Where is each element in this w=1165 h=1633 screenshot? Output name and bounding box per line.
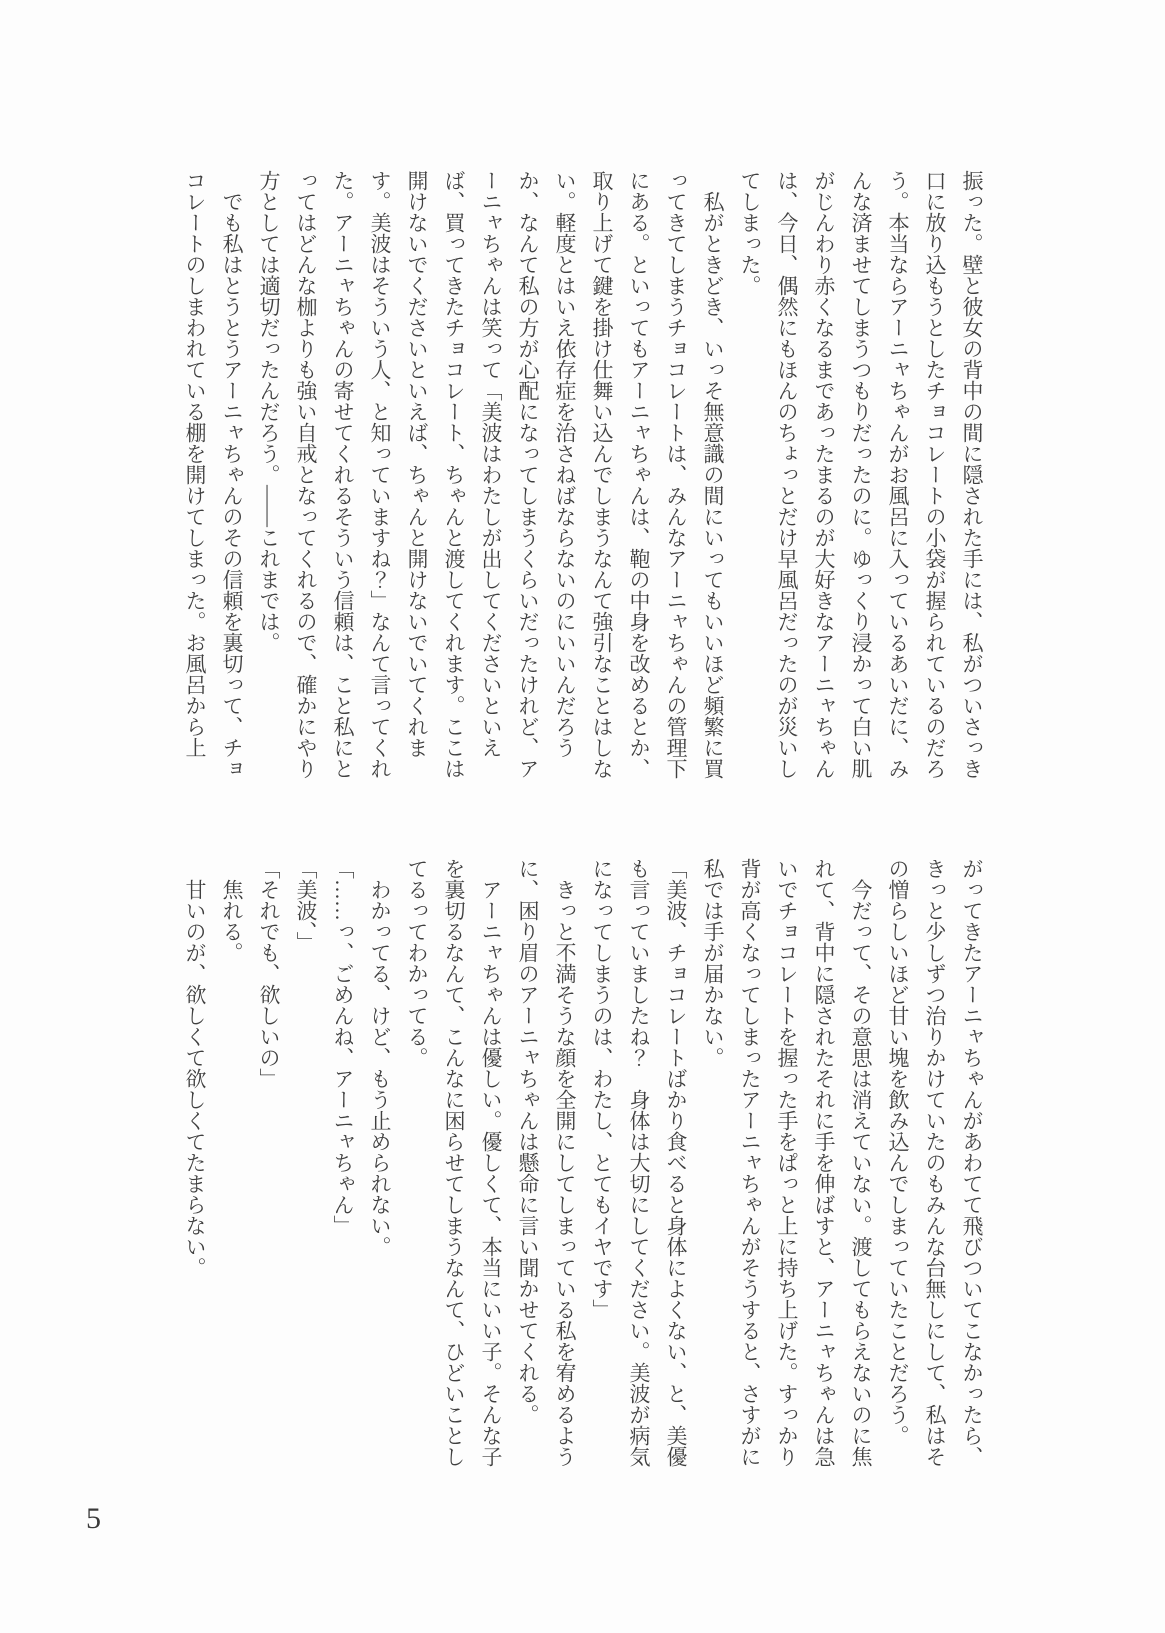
paragraph: 「美波、」 [294, 858, 318, 953]
paragraph: 私がときどき、いっそ無意識の間にいってもいいほど頻繁に買ってきてしまうチョコレートは、みんなアーニャちゃんの管理下にある。といってもアーニャちゃんは、鞄の中身を改めるとか、取り上げて鍵を掛け仕舞い込んでしまうなんて強引なことはしない。軽度とはいえ依存症を治さねばならないのにいいんだろうか、なんて私の方が心配になってしまうくらいだったけれど、アーニャちゃんは笑って「美波はわたしが出してくださいといえば、買ってきたチョコレート、ちゃんと渡してくれます。ここは開けないでくださいといえば、ちゃんと開けないでいてくれます。美波はそういう人、と知っていますね？」なんて言ってくれた。アーニャちゃんの寄せてくれるそういう信頼は、こと私にとってはどんな枷よりも強い自戒となってくれるので、確かにやり方としては適切だったんだろう。――これまでは。 [257, 170, 725, 779]
paragraph: 「……っ、ごめんね、アーニャちゃん」 [331, 858, 355, 1236]
paragraph: アーニャちゃんは優しい。優しくて、本当にいい子。そんな子を裏切るなんて、こんなに困らせてしまうなんて、ひどいことしてるってわかってる。 [405, 858, 503, 1467]
paragraph: がってきたアーニャちゃんがあわてて飛びついてこなかったら、きっと少しずつ治りかけていたのもみんな台無しにして、私はその憎らしいほど甘い塊を飲み込んでしまっていたことだろう。 [886, 858, 984, 1467]
text-block-top [176, 170, 990, 782]
paragraph: わかってる、けど、もう止められない。 [368, 858, 392, 1257]
paragraph: 焦れる。 [220, 858, 244, 963]
paragraph: 「それでも、欲しいの」 [257, 858, 281, 1089]
paragraph: でも私はとうとうアーニャちゃんのその信頼を裏切って、チョコレートのしまわれている棚を開けてしまった。お風呂から上 [183, 170, 244, 779]
page-number: 5 [86, 1502, 101, 1535]
text-block-bottom [176, 858, 990, 1470]
paragraph: きっと不満そうな顔を全開にしてしまっている私を宥めるように、困り眉のアーニャちゃんは懸命に言い聞かせてくれる。 [516, 858, 577, 1467]
paragraph: 今だって、その意思は消えていない。渡してもらえないのに焦れて、背中に隠されたそれに手を伸ばすと、アーニャちゃんは急いでチョコレートを握った手をぱっと上に持ち上げた。すっかり背が高くなってしまったアーニャちゃんがそうすると、さすがに私では手が届かない。 [701, 858, 873, 1467]
paragraph: 振った。壁と彼女の背中の間に隠された手には、私がついさっき口に放り込もうとしたチョコレートの小袋が握られているのだろう。本当ならアーニャちゃんがお風呂に入っているあいだに、みんな済ませてしまうつもりだったのに。ゆっくり浸かって白い肌がじんわり赤くなるまであったまるのが大好きなアーニャちゃんは、今日、偶然にもほんのちょっとだけ早風呂だったのが災いしてしまった。 [738, 170, 984, 779]
paragraph: 甘いのが、欲しくて欲しくてたまらない。 [183, 858, 207, 1278]
paragraph: 「美波、チョコレートばかり食べると身体によくない、と、美優も言っていましたね？ 身体は大切にしてください。美波が病気になってしまうのは、わたし、とてもイヤです」 [590, 858, 688, 1467]
